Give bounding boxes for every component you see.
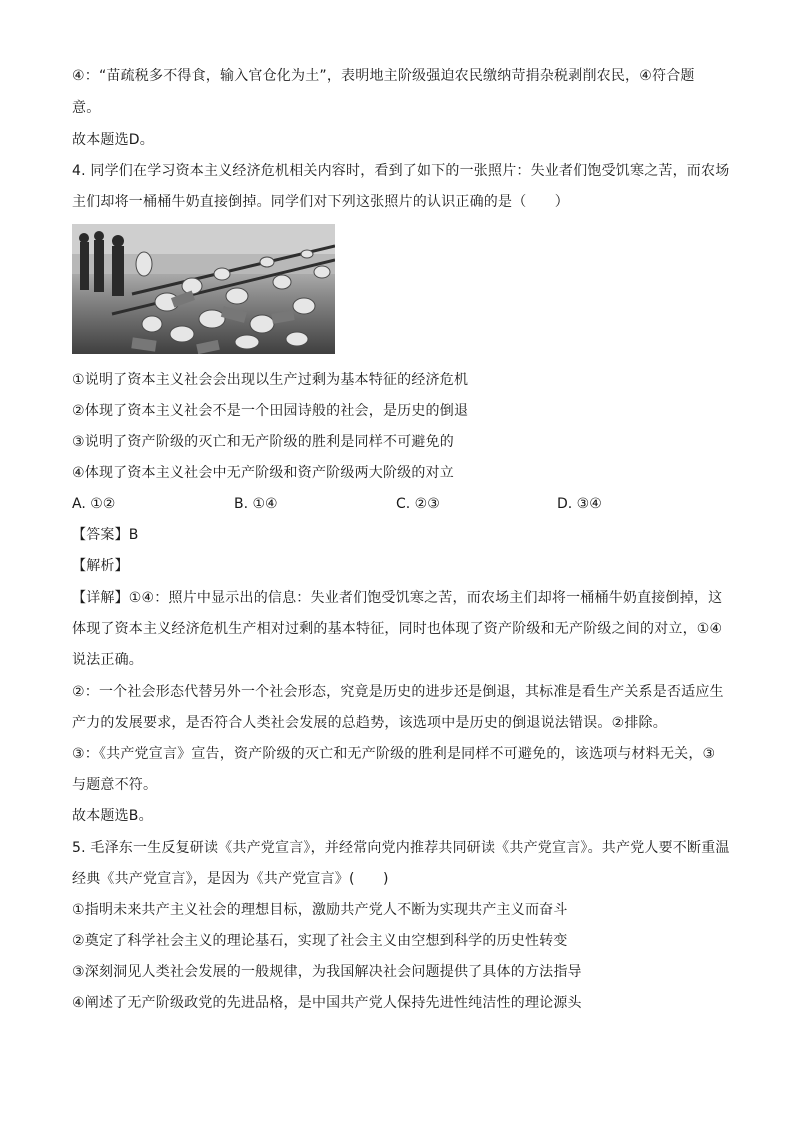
option-d: D. ③④ — [557, 496, 602, 512]
question-5-stem: 5. 毛泽东一生反复研读《共产党宣言》，并经常向党内推荐共同研读《共产党宣言》。共产党人要不断重温 — [72, 840, 730, 856]
detail-text: 【详解】①④：照片中显示出的信息：失业者们饱受饥寒之苦，而农场主们却将一桶桶牛奶直接倒掉，这 — [72, 590, 723, 606]
detail-text: 与题意不符。 — [72, 777, 158, 793]
option-c: C. ②③ — [396, 496, 440, 512]
detail-text: ③：《共产党宣言》宣告，资产阶级的灭亡和无产阶级的胜利是同样不可避免的，该选项与材料无关，③ — [72, 746, 716, 762]
statement-3: ③说明了资产阶级的灭亡和无产阶级的胜利是同样不可避免的 — [72, 434, 454, 450]
option-a: A. ①② — [72, 496, 116, 512]
statement-1: ①指明未来共产主义社会的理想目标，激励共产党人不断为实现共产主义而奋斗 — [72, 902, 568, 918]
statement-2: ②奠定了科学社会主义的理论基石，实现了社会主义由空想到科学的历史性转变 — [72, 933, 568, 949]
detail-text: ②：一个社会形态代替另外一个社会形态，究竟是历史的进步还是倒退，其标准是看生产关系是否适应生 — [72, 684, 724, 700]
statement-2: ②体现了资本主义社会不是一个田园诗般的社会，是历史的倒退 — [72, 403, 469, 419]
statement-3: ③深刻洞见人类社会发展的一般规律，为我国解决社会问题提供了具体的方法指导 — [72, 964, 582, 980]
text-line: 意。 — [72, 100, 101, 116]
answer-conclusion: 故本题选D。 — [72, 132, 154, 148]
answer-label: 【答案】B — [72, 527, 139, 543]
detail-text: 说法正确。 — [72, 652, 143, 668]
detail-text: 体现了资本主义经济危机生产相对过剩的基本特征，同时也体现了资产阶级和无产阶级之间的对立，①④ — [72, 621, 723, 637]
text-line: ④：“苗疏税多不得食，输入官仓化为土”，表明地主阶级强迫农民缴纳苛捐杂税剥削农民，④符合题 — [72, 68, 695, 84]
option-b: B. ①④ — [234, 496, 278, 512]
question-4-stem: 主们却将一桶桶牛奶直接倒掉。同学们对下列这张照片的认识正确的是（ ） — [72, 194, 569, 210]
question-5-stem: 经典《共产党宣言》，是因为《共产党宣言》( ) — [72, 871, 389, 887]
milk-dumping-photo — [72, 224, 335, 354]
detail-text: 产力的发展要求，是否符合人类社会发展的总趋势，该选项中是历史的倒退说法错误。②排除。 — [72, 715, 667, 731]
question-4-stem: 4. 同学们在学习资本主义经济危机相关内容时，看到了如下的一张照片：失业者们饱受饥寒之苦，而农场 — [72, 163, 730, 179]
statement-4: ④体现了资本主义社会中无产阶级和资产阶级两大阶级的对立 — [72, 465, 454, 481]
statement-4: ④阐述了无产阶级政党的先进品格，是中国共产党人保持先进性纯洁性的理论源头 — [72, 995, 582, 1011]
analysis-label: 【解析】 — [72, 558, 129, 574]
answer-conclusion: 故本题选B。 — [72, 808, 153, 824]
statement-1: ①说明了资本主义社会会出现以生产过剩为基本特征的经济危机 — [72, 372, 469, 388]
